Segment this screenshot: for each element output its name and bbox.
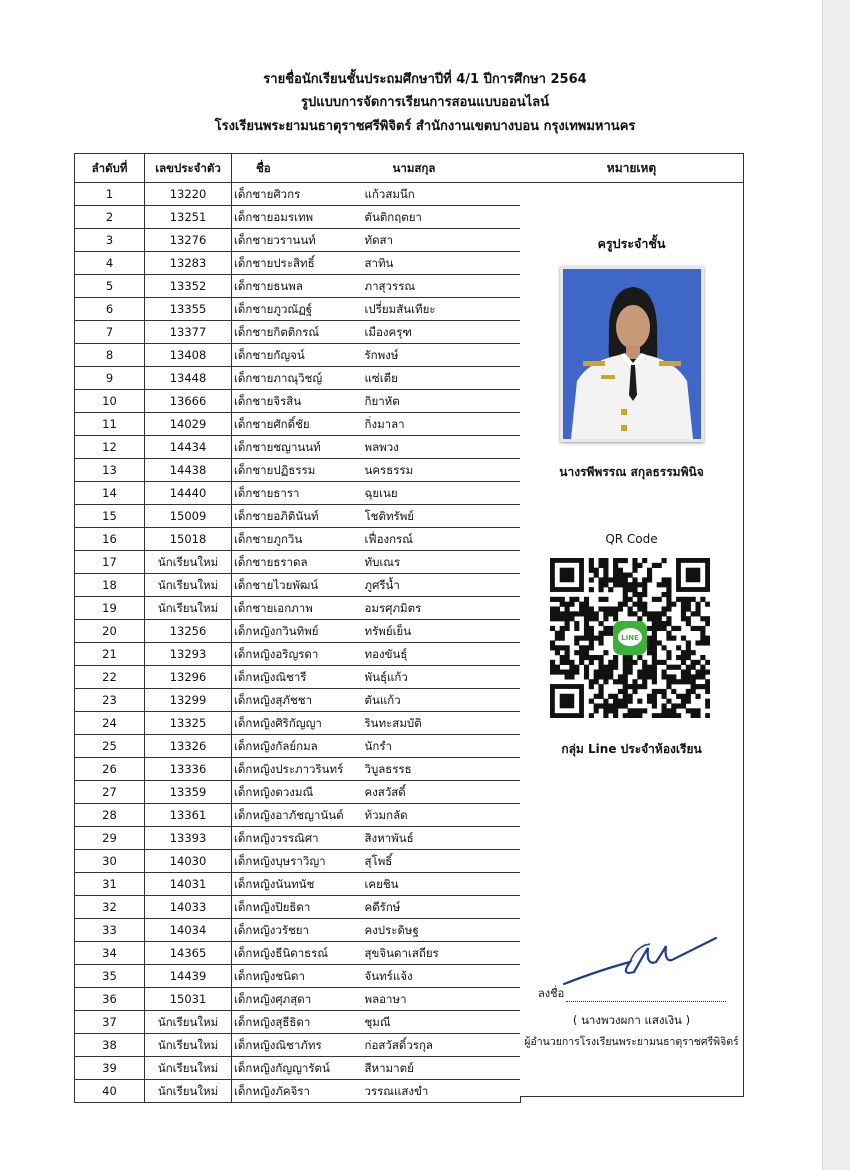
cell-number: 15 xyxy=(75,505,145,528)
cell-number: 40 xyxy=(75,1080,145,1103)
cell-last-name: นักรำ xyxy=(365,735,521,758)
cell-student-id: นักเรียนใหม่ xyxy=(145,1057,232,1080)
cell-last-name: แก้วสมนึก xyxy=(365,183,521,206)
table-row xyxy=(75,505,521,528)
cell-student-id: นักเรียนใหม่ xyxy=(145,574,232,597)
cell-first-name: เด็กหญิงวรรณิศา xyxy=(232,827,365,850)
signature-line xyxy=(538,984,726,1002)
line-group-label: กลุ่ม Line ประจำห้องเรียน xyxy=(561,742,702,756)
cell-student-id: 14034 xyxy=(145,919,232,942)
cell-number: 8 xyxy=(75,344,145,367)
table-row xyxy=(75,758,521,781)
cell-last-name: ทัดสา xyxy=(365,229,521,252)
cell-number: 22 xyxy=(75,666,145,689)
cell-student-id: 13299 xyxy=(145,689,232,712)
remark-column xyxy=(520,153,744,1097)
cell-number: 12 xyxy=(75,436,145,459)
cell-first-name: เด็กชายชญานนท์ xyxy=(232,436,365,459)
cell-last-name: พลพวง xyxy=(365,436,521,459)
cell-last-name: พันธุ์แก้ว xyxy=(365,666,521,689)
cell-student-id: 14438 xyxy=(145,459,232,482)
cell-first-name: เด็กหญิงอริญรดา xyxy=(232,643,365,666)
cell-number: 2 xyxy=(75,206,145,229)
cell-number: 13 xyxy=(75,459,145,482)
cell-first-name: เด็กชายศักดิ์ชัย xyxy=(232,413,365,436)
table-row xyxy=(75,413,521,436)
title-line-2: รูปแบบการจัดการเรียนการสอนแบบออนไลน์ xyxy=(301,95,549,110)
cell-number: 39 xyxy=(75,1057,145,1080)
cell-last-name: ท้วมกลัด xyxy=(365,804,521,827)
cell-first-name: เด็กชายภูวณัฏฐ์ xyxy=(232,298,365,321)
cell-student-id: 13408 xyxy=(145,344,232,367)
table-row xyxy=(75,1057,521,1080)
cell-last-name: ก่อสวัสดิ์วรกุล xyxy=(365,1034,521,1057)
qr-code-icon xyxy=(550,558,710,718)
homeroom-teacher-label: ครูประจำชั้น xyxy=(597,236,666,251)
cell-number: 18 xyxy=(75,574,145,597)
cell-student-id: 14029 xyxy=(145,413,232,436)
teacher-name: นางรพีพรรณ สกุลธรรมพินิจ xyxy=(559,465,704,479)
cell-first-name: เด็กหญิงกัญญารัตน์ xyxy=(232,1057,365,1080)
cell-student-id: 13355 xyxy=(145,298,232,321)
cell-student-id: 15009 xyxy=(145,505,232,528)
table-row xyxy=(75,482,521,505)
cell-student-id: 14030 xyxy=(145,850,232,873)
cell-last-name: เปรี่ยมสันเทียะ xyxy=(365,298,521,321)
cell-first-name: เด็กชายกัญจน์ xyxy=(232,344,365,367)
cell-number: 4 xyxy=(75,252,145,275)
cell-student-id: 13325 xyxy=(145,712,232,735)
table-row xyxy=(75,367,521,390)
column-header-id: เลขประจำตัว xyxy=(145,154,232,183)
cell-last-name: พลอาษา xyxy=(365,988,521,1011)
cell-last-name: สิงหาพันธ์ xyxy=(365,827,521,850)
cell-last-name: นครธรรม xyxy=(365,459,521,482)
table-row xyxy=(75,436,521,459)
cell-first-name: เด็กชายศิวกร xyxy=(232,183,365,206)
table-row xyxy=(75,597,521,620)
cell-number: 14 xyxy=(75,482,145,505)
cell-last-name: ทับเณร xyxy=(365,551,521,574)
cell-first-name: เด็กหญิงณิชาภัทร xyxy=(232,1034,365,1057)
cell-number: 23 xyxy=(75,689,145,712)
cell-student-id: 13377 xyxy=(145,321,232,344)
table-row xyxy=(75,344,521,367)
cell-first-name: เด็กหญิงชนิดา xyxy=(232,965,365,988)
table-row xyxy=(75,298,521,321)
cell-student-id: 13256 xyxy=(145,620,232,643)
cell-last-name: กิยาหัต xyxy=(365,390,521,413)
cell-student-id: 14031 xyxy=(145,873,232,896)
cell-first-name: เด็กชายไวยพัฒน์ xyxy=(232,574,365,597)
cell-last-name: เฟื่องกรณ์ xyxy=(365,528,521,551)
cell-last-name: ตันติกฤตยา xyxy=(365,206,521,229)
cell-last-name: เมืองครุฑ xyxy=(365,321,521,344)
cell-number: 21 xyxy=(75,643,145,666)
cell-first-name: เด็กหญิงวรัชยา xyxy=(232,919,365,942)
signature-dots xyxy=(566,991,726,1002)
cell-number: 16 xyxy=(75,528,145,551)
teacher-photo xyxy=(560,266,704,442)
cell-number: 26 xyxy=(75,758,145,781)
cell-number: 29 xyxy=(75,827,145,850)
cell-first-name: เด็กหญิงกัลย์กมล xyxy=(232,735,365,758)
cell-number: 31 xyxy=(75,873,145,896)
director-position: ผู้อำนวยการโรงเรียนพระยามนธาตุราชศรีพิจิตร์ xyxy=(524,1036,739,1048)
table-row xyxy=(75,804,521,827)
cell-first-name: เด็กหญิงบุษราวิญา xyxy=(232,850,365,873)
cell-last-name: ตันแก้ว xyxy=(365,689,521,712)
table-row xyxy=(75,390,521,413)
cell-student-id: 13352 xyxy=(145,275,232,298)
cell-student-id: นักเรียนใหม่ xyxy=(145,1080,232,1103)
title-line-3: โรงเรียนพระยามนธาตุราชศรีพิจิตร์ สำนักงานเขตบางบอน กรุงเทพมหานคร xyxy=(214,119,636,134)
cell-number: 36 xyxy=(75,988,145,1011)
cell-number: 6 xyxy=(75,298,145,321)
table-row xyxy=(75,919,521,942)
table-row xyxy=(75,988,521,1011)
sign-prefix: ลงชื่อ xyxy=(538,987,565,1000)
cell-student-id: 13448 xyxy=(145,367,232,390)
cell-student-id: 14439 xyxy=(145,965,232,988)
cell-student-id: 15031 xyxy=(145,988,232,1011)
cell-last-name: ทองขันธุ์ xyxy=(365,643,521,666)
column-header-no: ลำดับที่ xyxy=(75,154,145,183)
student-table-body xyxy=(75,183,521,1103)
cell-first-name: เด็กชายจิรสิน xyxy=(232,390,365,413)
table-header-row xyxy=(75,154,521,183)
cell-number: 7 xyxy=(75,321,145,344)
cell-last-name: ภาสุวรรณ xyxy=(365,275,521,298)
table-row xyxy=(75,712,521,735)
cell-number: 25 xyxy=(75,735,145,758)
cell-student-id: 13393 xyxy=(145,827,232,850)
table-row xyxy=(75,551,521,574)
cell-first-name: เด็กหญิงศุภสุดา xyxy=(232,988,365,1011)
cell-student-id: นักเรียนใหม่ xyxy=(145,1034,232,1057)
cell-last-name: รักพงษ์ xyxy=(365,344,521,367)
table-row xyxy=(75,1034,521,1057)
cell-number: 19 xyxy=(75,597,145,620)
table-row xyxy=(75,965,521,988)
cell-first-name: เด็กชายประสิทธิ์ xyxy=(232,252,365,275)
cell-student-id: 13293 xyxy=(145,643,232,666)
cell-student-id: 13251 xyxy=(145,206,232,229)
cell-number: 17 xyxy=(75,551,145,574)
table-row xyxy=(75,275,521,298)
line-group-qr-code xyxy=(550,558,710,718)
cell-first-name: เด็กหญิงภัคจิรา xyxy=(232,1080,365,1103)
cell-student-id: 13666 xyxy=(145,390,232,413)
cell-last-name: โชติทรัพย์ xyxy=(365,505,521,528)
cell-first-name: เด็กชายธารา xyxy=(232,482,365,505)
cell-student-id: 13283 xyxy=(145,252,232,275)
cell-last-name: สาทิน xyxy=(365,252,521,275)
director-signature xyxy=(560,932,720,992)
cell-last-name: ชุมณี xyxy=(365,1011,521,1034)
cell-last-name: อมรศุภมิตร xyxy=(365,597,521,620)
cell-number: 34 xyxy=(75,942,145,965)
cell-student-id: 13361 xyxy=(145,804,232,827)
cell-last-name: สีหามาตย์ xyxy=(365,1057,521,1080)
cell-last-name: ทรัพย์เย็น xyxy=(365,620,521,643)
cell-first-name: เด็กหญิงสุภัชชา xyxy=(232,689,365,712)
cell-first-name: เด็กหญิงดวงมณี xyxy=(232,781,365,804)
cell-number: 27 xyxy=(75,781,145,804)
cell-number: 5 xyxy=(75,275,145,298)
scan-edge xyxy=(822,0,850,1170)
cell-last-name: แซ่เตีย xyxy=(365,367,521,390)
cell-student-id: 14365 xyxy=(145,942,232,965)
table-row xyxy=(75,1011,521,1034)
cell-first-name: เด็กชายอมรเทพ xyxy=(232,206,365,229)
table-row xyxy=(75,574,521,597)
cell-student-id: 13276 xyxy=(145,229,232,252)
cell-last-name: สุโพธิ์ xyxy=(365,850,521,873)
cell-number: 11 xyxy=(75,413,145,436)
cell-last-name: สุขจินดาเสถียร xyxy=(365,942,521,965)
cell-student-id: นักเรียนใหม่ xyxy=(145,1011,232,1034)
cell-number: 1 xyxy=(75,183,145,206)
table-row xyxy=(75,896,521,919)
cell-number: 35 xyxy=(75,965,145,988)
cell-first-name: เด็กชายอภิตินันท์ xyxy=(232,505,365,528)
table-row xyxy=(75,643,521,666)
table-row xyxy=(75,206,521,229)
table-row xyxy=(75,528,521,551)
line-logo-text: LINE xyxy=(621,634,639,642)
table-row xyxy=(75,827,521,850)
director-name: ( นางพวงผกา แสงเงิน ) xyxy=(572,1013,691,1027)
cell-number: 9 xyxy=(75,367,145,390)
table-row xyxy=(75,620,521,643)
cell-first-name: เด็กหญิงสุธีธิดา xyxy=(232,1011,365,1034)
table-row xyxy=(75,689,521,712)
cell-student-id: นักเรียนใหม่ xyxy=(145,551,232,574)
table-row xyxy=(75,735,521,758)
title-line-1: รายชื่อนักเรียนชั้นประถมศึกษาปีที่ 4/1 ปีการศึกษา 2564 xyxy=(263,72,587,87)
table-row xyxy=(75,942,521,965)
cell-student-id: 13326 xyxy=(145,735,232,758)
cell-student-id: 14434 xyxy=(145,436,232,459)
cell-number: 33 xyxy=(75,919,145,942)
cell-first-name: เด็กชายวรานนท์ xyxy=(232,229,365,252)
cell-last-name: คงประดิษฐ xyxy=(365,919,521,942)
cell-first-name: เด็กหญิงประภาวรินทร์ xyxy=(232,758,365,781)
cell-student-id: 13336 xyxy=(145,758,232,781)
cell-first-name: เด็กหญิงนันทนัช xyxy=(232,873,365,896)
table-row xyxy=(75,183,521,206)
table-row xyxy=(75,666,521,689)
cell-last-name: วิบูลธรรธ xyxy=(365,758,521,781)
cell-number: 20 xyxy=(75,620,145,643)
cell-first-name: เด็กชายเอกภาพ xyxy=(232,597,365,620)
cell-last-name: ฉุยเนย xyxy=(365,482,521,505)
cell-student-id: 14440 xyxy=(145,482,232,505)
cell-number: 30 xyxy=(75,850,145,873)
cell-number: 28 xyxy=(75,804,145,827)
cell-student-id: 15018 xyxy=(145,528,232,551)
cell-first-name: เด็กหญิงธีนิดาธรณ์ xyxy=(232,942,365,965)
table-row xyxy=(75,252,521,275)
table-row xyxy=(75,781,521,804)
cell-last-name: เคยชิน xyxy=(365,873,521,896)
cell-last-name: รินทะสมบัติ xyxy=(365,712,521,735)
cell-first-name: เด็กหญิงปิยธิดา xyxy=(232,896,365,919)
table-row xyxy=(75,229,521,252)
table-row xyxy=(75,459,521,482)
cell-first-name: เด็กชายปฏิธรรม xyxy=(232,459,365,482)
cell-student-id: 13359 xyxy=(145,781,232,804)
cell-first-name: เด็กชายกิตติกรณ์ xyxy=(232,321,365,344)
cell-student-id: 13296 xyxy=(145,666,232,689)
cell-number: 10 xyxy=(75,390,145,413)
student-table xyxy=(74,153,521,1103)
column-header-remark: หมายเหตุ xyxy=(520,154,743,183)
cell-number: 3 xyxy=(75,229,145,252)
cell-first-name: เด็กหญิงณิชารี xyxy=(232,666,365,689)
cell-last-name: จันทร์แจ้ง xyxy=(365,965,521,988)
column-header-last-name: นามสกุล xyxy=(365,154,521,183)
cell-last-name: วรรณแสงขำ xyxy=(365,1080,521,1103)
cell-first-name: เด็กหญิงศิริกัญญา xyxy=(232,712,365,735)
cell-first-name: เด็กหญิงกวินทิพย์ xyxy=(232,620,365,643)
cell-student-id: 13220 xyxy=(145,183,232,206)
cell-number: 24 xyxy=(75,712,145,735)
cell-student-id: นักเรียนใหม่ xyxy=(145,597,232,620)
cell-first-name: เด็กชายธนพล xyxy=(232,275,365,298)
cell-first-name: เด็กชายภูกวิน xyxy=(232,528,365,551)
qr-code-label: QR Code xyxy=(605,532,658,546)
table-row xyxy=(75,873,521,896)
table-row xyxy=(75,850,521,873)
cell-first-name: เด็กชายภาณุวิชญ์ xyxy=(232,367,365,390)
cell-first-name: เด็กชายธราดล xyxy=(232,551,365,574)
cell-student-id: 14033 xyxy=(145,896,232,919)
cell-number: 32 xyxy=(75,896,145,919)
cell-last-name: กิ่งมาลา xyxy=(365,413,521,436)
table-row xyxy=(75,1080,521,1103)
cell-first-name: เด็กหญิงอาภัชญานันต์ xyxy=(232,804,365,827)
table-row xyxy=(75,321,521,344)
cell-number: 38 xyxy=(75,1034,145,1057)
cell-last-name: คงสวัสดิ์ xyxy=(365,781,521,804)
cell-last-name: คดีรักษ์ xyxy=(365,896,521,919)
column-header-first-name: ชื่อ xyxy=(232,154,365,183)
cell-last-name: ภูศรีน้ำ xyxy=(365,574,521,597)
cell-number: 37 xyxy=(75,1011,145,1034)
